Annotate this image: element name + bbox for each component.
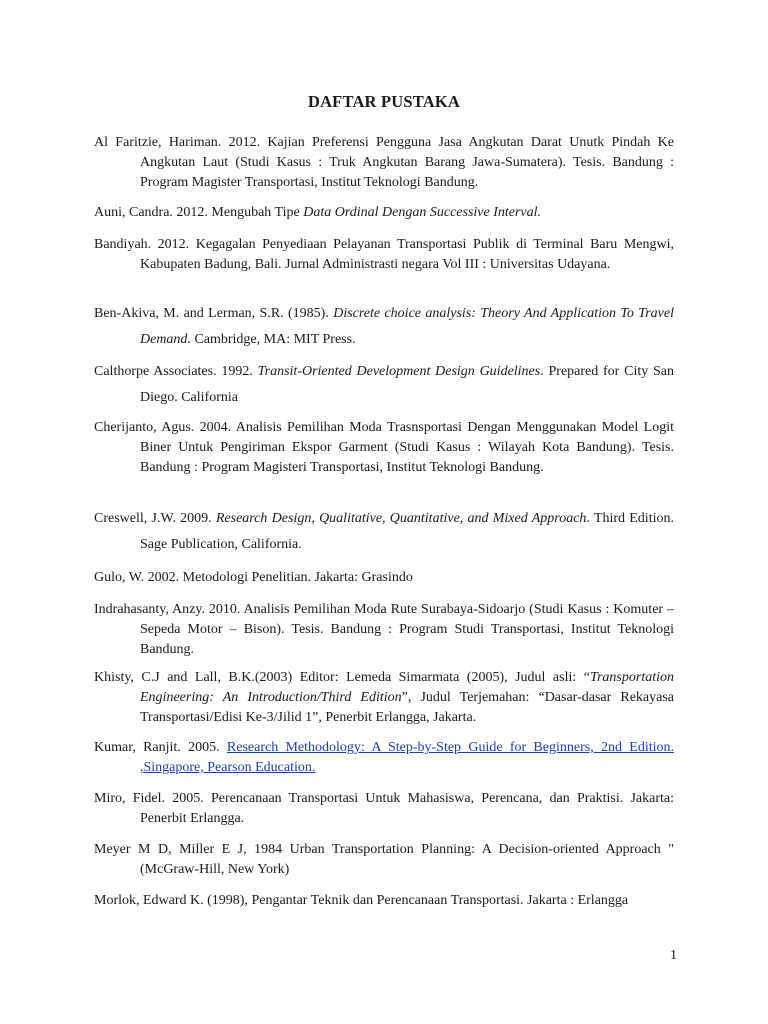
reference-item: Calthorpe Associates. 1992. Transit-Oriented Development Design Guidelines. Prepared for City San Diego. California <box>94 364 675 405</box>
reference-item: Auni, Candra. 2012. Mengubah Tipe Data Ordinal Dengan Successive Interval. <box>94 205 542 220</box>
reference-item: Kumar, Ranjit. 2005. Research Methodology: A Step-by-Step Guide for Beginners, 2nd Edition. ,Singapore, Pearson Education. <box>94 740 674 775</box>
page-number: 1 <box>670 948 677 963</box>
reference-item: Indrahasanty, Anzy. 2010. Analisis Pemilihan Moda Rute Surabaya-Sidoarjo (Studi Kasus : Komuter – Sepeda Motor – Bison). Tesis. Bandung : Program Studi Transportasi, Institut Teknologi Bandung. <box>94 602 674 657</box>
reference-item: Miro, Fidel. 2005. Perencanaan Transportasi Untuk Mahasiswa, Perencana, dan Praktisi. Jakarta: Penerbit Erlangga. <box>94 791 674 826</box>
reference-item: Khisty, C.J and Lall, B.K.(2003) Editor: Lemeda Simarmata (2005), Judul asli: “Transportation Engineering: An Introduction/Third Edition”, Judul Terjemahan: “Dasar-dasar Rekayasa Transportasi/Edisi Ke-3/Jilid 1”, Penerbit Erlangga, Jakarta. <box>94 670 674 725</box>
reference-item: Meyer M D, Miller E J, 1984 Urban Transportation Planning: A Decision-oriented Approach " (McGraw-Hill, New York) <box>94 842 674 877</box>
reference-item: Ben-Akiva, M. and Lerman, S.R. (1985). Discrete choice analysis: Theory And Application To Travel Demand. Cambridge, MA: MIT Press. <box>94 306 674 347</box>
reference-item: Gulo, W. 2002. Metodologi Penelitian. Jakarta: Grasindo <box>94 570 413 585</box>
reference-item: Cherijanto, Agus. 2004. Analisis Pemilihan Moda Trasnsportasi Dengan Menggunakan Model Logit Biner Untuk Pengiriman Ekspor Garment (Studi Kasus : Wilayah Kota Bandung). Tesis. Bandung : Program Magisteri Transportasi, Institut Teknologi Bandung. <box>94 420 674 475</box>
page-title: DAFTAR PUSTAKA <box>307 92 461 111</box>
reference-item: Bandiyah. 2012. Kegagalan Penyediaan Pelayanan Transportasi Publik di Terminal Baru Mengwi, Kabupaten Badung, Bali. Jurnal Administrasti negara Vol III : Universitas Udayana. <box>94 237 674 272</box>
reference-link[interactable]: Research Methodology: A Step-by-Step Guide for Beginners, 2nd Edition. ,Singapore, Pearson Education. <box>140 740 674 775</box>
reference-item: Al Faritzie, Hariman. 2012. Kajian Preferensi Pengguna Jasa Angkutan Darat Unutk Pindah Ke Angkutan Laut (Studi Kasus : Truk Angkutan Barang Jawa-Sumatera). Tesis. Bandung : Program Magister Transportasi, Institut Teknologi Bandung. <box>94 135 674 190</box>
reference-item: Creswell, J.W. 2009. Research Design, Qualitative, Quantitative, and Mixed Approach. Third Edition. Sage Publication, California. <box>94 511 674 552</box>
reference-item: Morlok, Edward K. (1998), Pengantar Teknik dan Perencanaan Transportasi. Jakarta : Erlangga <box>94 893 629 908</box>
